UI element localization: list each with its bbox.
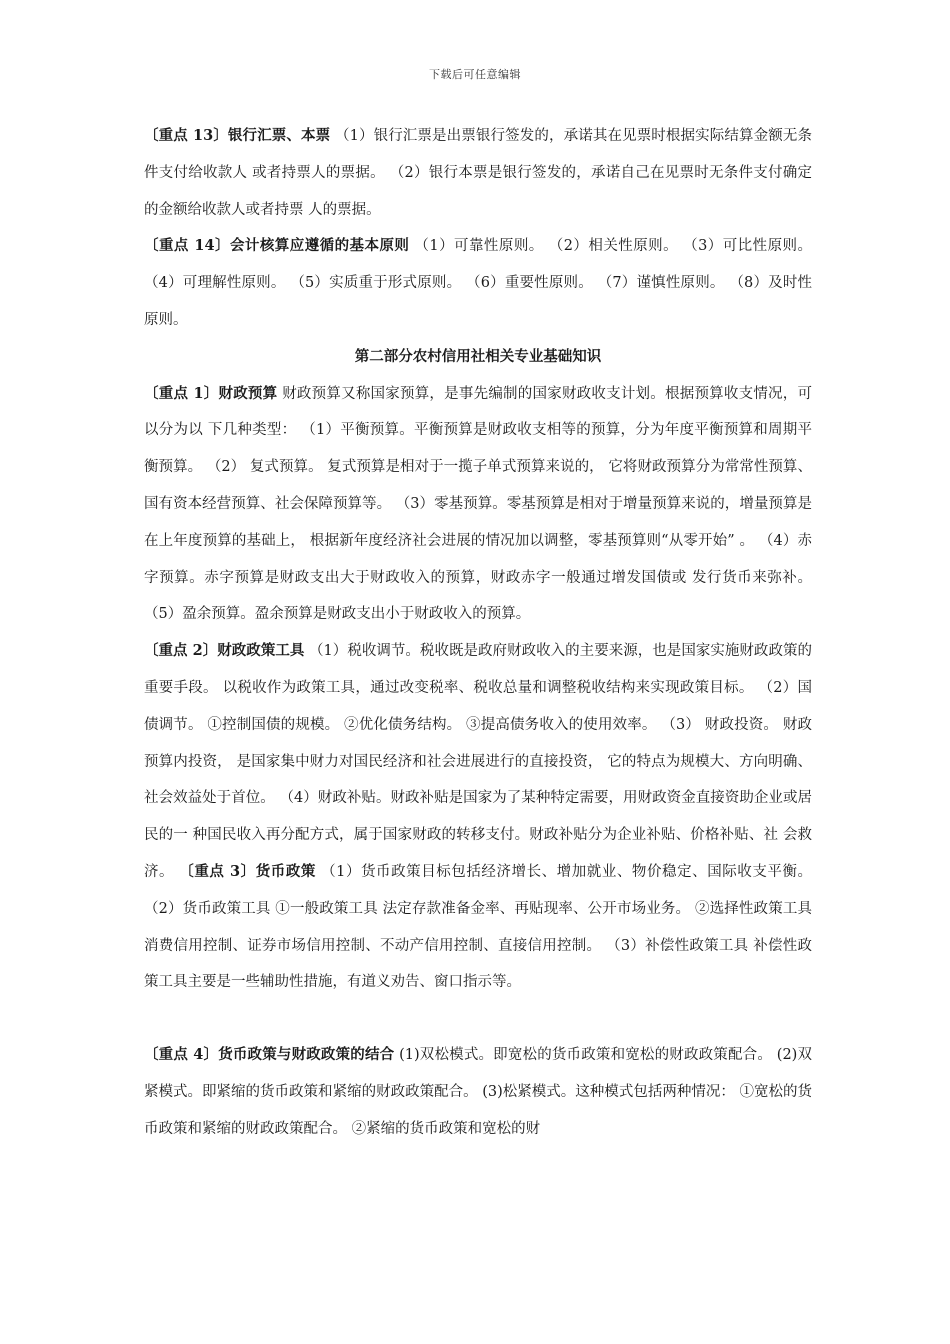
page-header: 下载后可任意编辑 bbox=[429, 68, 521, 81]
section-title: 第二部分农村信用社相关专业基础知识 bbox=[354, 347, 602, 365]
paragraph-fiscal-budget bbox=[144, 376, 812, 634]
paragraph-heading: 〔重点 1〕财政预算 bbox=[144, 384, 278, 402]
paragraph-heading: 〔重点 14〕会计核算应遵循的基本原则 bbox=[144, 237, 410, 255]
paragraph-heading: 〔重点 2〕财政政策工具 bbox=[144, 642, 305, 660]
paragraph-heading: 〔重点 13〕银行汇票、本票 bbox=[144, 127, 331, 144]
paragraph-heading-monetary-policy: 〔重点 3〕货币政策 bbox=[179, 862, 316, 880]
blank-line bbox=[144, 1001, 812, 1037]
paragraph-policy-combination bbox=[144, 1037, 812, 1147]
paragraph-key-point-13 bbox=[144, 118, 812, 228]
paragraph-text: (1)双松模式。即宽松的货币政策和宽松的财政政策配合。 (2)双紧模式。即紧缩的货币政策和紧缩的财政政策配合。 (3)松紧模式。这种模式包括两种情况： ①宽松的货币政策和紧缩的财政政策配合。 ②紧缩的货币政策和宽松的财 bbox=[144, 1047, 812, 1137]
paragraph-key-point-14 bbox=[144, 228, 812, 338]
paragraph-text: （1）货币政策目标包括经济增长、增加就业、物价稳定、国际收支平衡。 （2）货币政策工具 ①一般政策工具 法定存款准备金率、再贴现率、公开市场业务。 ②选择性政策工具 消费信用控制、证券市场信用控制、不动产信用控制、直接信用控制。 （3）补偿性政策工具 补偿性政策工具主要是一些辅助性措施，有道义劝告、窗口指示等。 bbox=[144, 863, 813, 991]
paragraph-heading: 〔重点 4〕货币政策与财政政策的结合 bbox=[144, 1046, 395, 1064]
paragraph-text: （1）可靠性原则。 （2）相关性原则。 （3）可比性原则。 （4）可理解性原则。 （5）实质重于形式原则。 （6）重要性原则。 （7）谨慎性原则。 （8）及时性原则。 bbox=[144, 238, 812, 328]
paragraph-fiscal-policy-tools bbox=[144, 633, 812, 1001]
paragraph-text: 财政预算又称国家预算，是事先编制的国家财政收支计划。根据预算收支情况，可以分为以 下几种类型： （1）平衡预算。平衡预算是财政收支相等的预算，分为年度平衡预算和周期平衡预算。 （2） 复式预算。 复式预算是相对于一揽子单式预算来说的， 它将财政预算分为常常性预算、 国有资本经营预算、社会保障预算等。 （3）零基预算。零基预算是相对于增量预算来说的，增量预算是在上年度预算的基础上， 根据新年度经济社会进展的情况加以调整，零基预算则“从零开始” 。 （4）赤字预算。赤字预算是财政支出大于财政收入的预算，财政赤字一般通过增发国债或 发行货币来弥补。 （5）盈余预算。盈余预算是财政支出小于财政收入的预算。 bbox=[144, 385, 813, 623]
paragraph-text: （1）银行汇票是出票银行签发的，承诺其在见票时根据实际结算金额无条件支付给收款人 或者持票人的票据。 （2）银行本票是银行签发的，承诺自己在见票时无条件支付确定的金额给收款人或者持票 人的票据。 bbox=[144, 128, 812, 218]
document-body bbox=[144, 118, 812, 1148]
paragraph-text: （1）税收调节。税收既是政府财政收入的主要来源，也是国家实施财政政策的重要手段。 以税收作为政策工具，通过改变税率、税收总量和调整税收结构来实现政策目标。 （2）国债调节。 ①控制国债的规模。 ②优化债务结构。 ③提高债务收入的使用效率。 （3） 财政投资。 财政预算内投资， 是国家集中财力对国民经济和社会进展进行的直接投资， 它的特点为规模大、方向明确、社会效益处于首位。 （4）财政补贴。财政补贴是国家为了某种特定需要，用财政资金直接资助企业或居民的一 种国民收入再分配方式，属于国家财政的转移支付。财政补贴分为企业补贴、价格补贴、社 会救济。 bbox=[144, 643, 812, 880]
